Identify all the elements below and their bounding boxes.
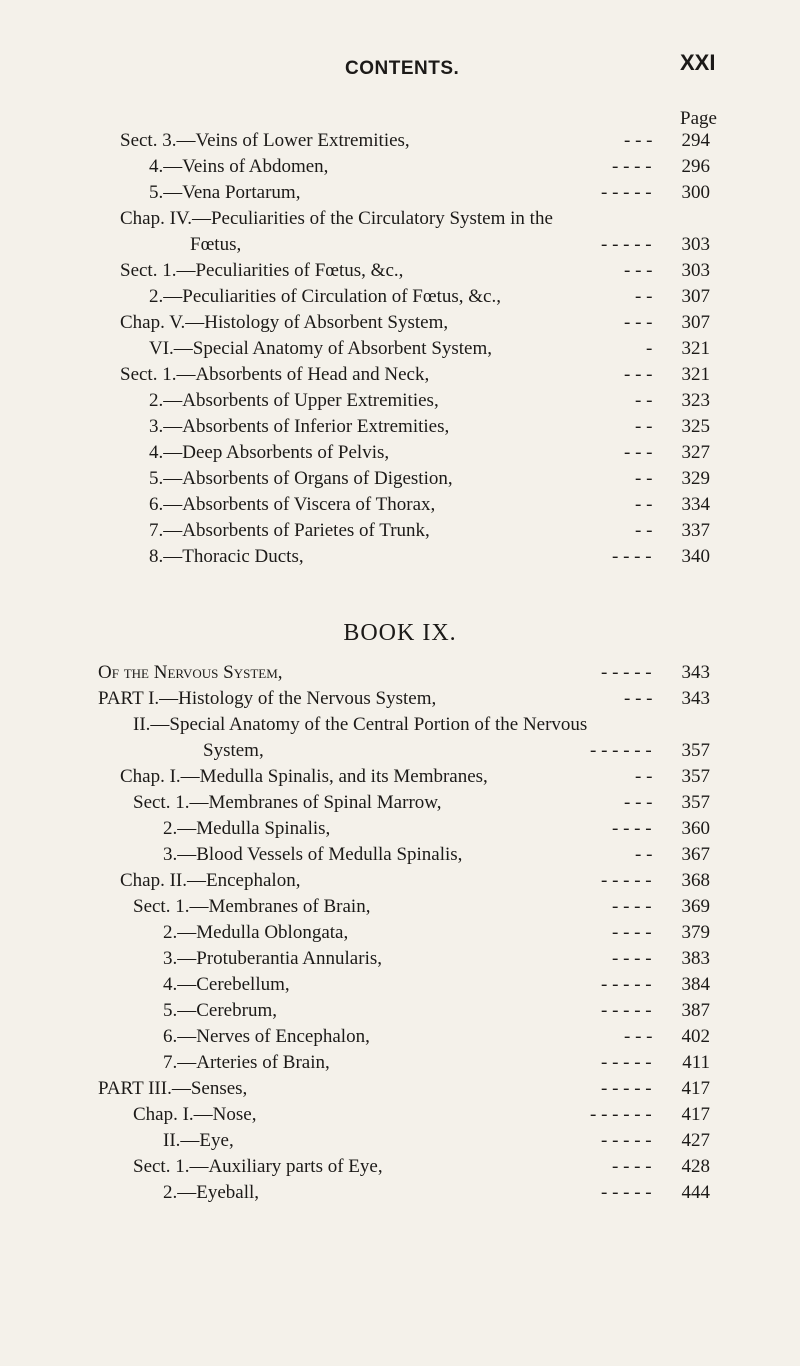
toc-entry-leader: - - - - -	[601, 974, 652, 995]
toc-entry-leader: - - - - -	[601, 662, 652, 683]
toc-entry-page: 427	[681, 1130, 710, 1151]
toc-entry-page: 367	[681, 844, 710, 865]
toc-entry-title: Of the Nervous System,	[98, 662, 283, 683]
toc-entry-page: 340	[681, 546, 710, 567]
toc-entry-title: 2.—Peculiarities of Circulation of Fœtus, &c.,	[149, 286, 501, 307]
toc-entry	[0, 232, 800, 258]
toc-entry	[0, 1050, 800, 1076]
toc-entry-leader: - -	[635, 416, 653, 437]
toc-entry	[0, 1076, 800, 1102]
toc-entry	[0, 1102, 800, 1128]
toc-entry-leader: - - -	[624, 442, 653, 463]
toc-entry-leader: - - - -	[612, 1156, 652, 1177]
toc-entry-leader: - -	[635, 766, 653, 787]
toc-entry-title: 4.—Deep Absorbents of Pelvis,	[149, 442, 390, 463]
toc-entry	[0, 258, 800, 284]
toc-entry-page: 343	[681, 688, 710, 709]
toc-entry	[0, 180, 800, 206]
toc-entry	[0, 1180, 800, 1206]
toc-entry	[0, 946, 800, 972]
toc-entry-leader: - - - -	[612, 546, 652, 567]
toc-entry-title: Sect. 3.—Veins of Lower Extremities,	[120, 130, 410, 151]
toc-entry	[0, 154, 800, 180]
toc-entry-title: 2.—Medulla Oblongata,	[163, 922, 349, 943]
toc-entry-title: II.—Eye,	[163, 1130, 234, 1151]
toc-entry-title: 3.—Absorbents of Inferior Extremities,	[149, 416, 450, 437]
toc-entry-title: Chap. IV.—Peculiarities of the Circulatory System in the	[120, 208, 553, 229]
toc-entry	[0, 998, 800, 1024]
toc-entry-title: 6.—Nerves of Encephalon,	[163, 1026, 370, 1047]
toc-entry-title: Sect. 1.—Peculiarities of Fœtus, &c.,	[120, 260, 404, 281]
toc-entry-page: 323	[681, 390, 710, 411]
toc-entry	[0, 336, 800, 362]
toc-entry	[0, 1128, 800, 1154]
toc-entry-title: VI.—Special Anatomy of Absorbent System,	[149, 338, 493, 359]
toc-entry-page: 300	[681, 182, 710, 203]
toc-entry-leader: - - - - - -	[590, 740, 652, 761]
toc-entry-leader: -	[646, 338, 653, 359]
toc-entry-leader: - - -	[624, 312, 653, 333]
toc-entry-title: 5.—Vena Portarum,	[149, 182, 301, 203]
toc-entry-leader: - -	[635, 844, 653, 865]
toc-entry-page: 428	[681, 1156, 710, 1177]
toc-entry-page: 325	[681, 416, 710, 437]
toc-entry-leader: - - -	[624, 130, 653, 151]
toc-entry-title: 8.—Thoracic Ducts,	[149, 546, 304, 567]
toc-entry-page: 387	[681, 1000, 710, 1021]
toc-entry	[0, 128, 800, 154]
toc-entry-page: 368	[681, 870, 710, 891]
toc-entry-page: 369	[681, 896, 710, 917]
toc-entry-page: 417	[681, 1104, 710, 1125]
toc-entry-page: 327	[681, 442, 710, 463]
toc-entry	[0, 764, 800, 790]
toc-entry-page: 296	[681, 156, 710, 177]
toc-entry-leader: - - - - - -	[590, 1104, 652, 1125]
toc-entry-title: 7.—Arteries of Brain,	[163, 1052, 330, 1073]
toc-entry-leader: - - -	[624, 364, 653, 385]
toc-entry-title: 2.—Absorbents of Upper Extremities,	[149, 390, 439, 411]
toc-entry	[0, 492, 800, 518]
toc-entry-page: 411	[682, 1052, 710, 1073]
toc-entry	[0, 310, 800, 336]
toc-entry	[0, 686, 800, 712]
toc-entry-page: 307	[681, 312, 710, 333]
toc-entry-title: 2.—Medulla Spinalis,	[163, 818, 331, 839]
toc-entry-page: 294	[681, 130, 710, 151]
toc-entry-title: Sect. 1.—Membranes of Spinal Marrow,	[133, 792, 442, 813]
toc-entry-page: 334	[681, 494, 710, 515]
toc-entry-title: Sect. 1.—Absorbents of Head and Neck,	[120, 364, 430, 385]
toc-entry-page: 303	[681, 260, 710, 281]
toc-entry	[0, 868, 800, 894]
toc-entry-title: 5.—Absorbents of Organs of Digestion,	[149, 468, 453, 489]
toc-entry-page: 329	[681, 468, 710, 489]
toc-entry-leader: - - -	[624, 260, 653, 281]
toc-entry-title: 3.—Blood Vessels of Medulla Spinalis,	[163, 844, 463, 865]
toc-entry-title: Chap. II.—Encephalon,	[120, 870, 301, 891]
toc-entry-leader: - -	[635, 286, 653, 307]
toc-entry-title: II.—Special Anatomy of the Central Portion of the Nervous	[133, 714, 588, 735]
toc-entry	[0, 1024, 800, 1050]
toc-entry-page: 357	[681, 792, 710, 813]
toc-entry-page: 307	[681, 286, 710, 307]
toc-entry-page: 337	[681, 520, 710, 541]
toc-entry-title: PART III.—Senses,	[98, 1078, 248, 1099]
page-column-label: Page	[680, 108, 717, 129]
toc-entry	[0, 972, 800, 998]
toc-entry-title: Sect. 1.—Membranes of Brain,	[133, 896, 371, 917]
toc-entry	[0, 362, 800, 388]
toc-entry	[0, 738, 800, 764]
toc-entry	[0, 660, 800, 686]
toc-entry-leader: - - - - -	[601, 1000, 652, 1021]
toc-entry-page: 357	[681, 740, 710, 761]
toc-entry-page: 303	[681, 234, 710, 255]
toc-entry-title: Chap. I.—Nose,	[133, 1104, 257, 1125]
toc-entry	[0, 284, 800, 310]
toc-entry-leader: - - - -	[612, 922, 652, 943]
toc-entry-page: 357	[681, 766, 710, 787]
toc-entry-leader: - -	[635, 494, 653, 515]
toc-entry	[0, 1154, 800, 1180]
toc-entry-page: 383	[681, 948, 710, 969]
toc-entry	[0, 388, 800, 414]
toc-entry-page: 444	[681, 1182, 710, 1203]
toc-entry-title: 4.—Veins of Abdomen,	[149, 156, 329, 177]
toc-entry-leader: - - - - -	[601, 1130, 652, 1151]
toc-entry-leader: - - - - -	[601, 234, 652, 255]
toc-entry-leader: - - - -	[612, 948, 652, 969]
toc-entry-page: 402	[681, 1026, 710, 1047]
toc-entry	[0, 414, 800, 440]
toc-entry-page: 360	[681, 818, 710, 839]
toc-entry-page: 321	[681, 364, 710, 385]
toc-entry-title: 7.—Absorbents of Parietes of Trunk,	[149, 520, 430, 541]
toc-entry	[0, 466, 800, 492]
toc-entry-leader: - - - - -	[601, 182, 652, 203]
toc-entry	[0, 894, 800, 920]
page-number: XXI	[680, 50, 716, 75]
toc-entry-title: 2.—Eyeball,	[163, 1182, 260, 1203]
toc-entry	[0, 712, 800, 738]
toc-entry-leader: - - - -	[612, 818, 652, 839]
toc-entry-page: 384	[681, 974, 710, 995]
toc-entry-leader: - - - - -	[601, 1182, 652, 1203]
toc-entry-leader: - - - -	[612, 156, 652, 177]
running-head: CONTENTS.	[345, 58, 460, 79]
toc-entry	[0, 842, 800, 868]
toc-entry	[0, 920, 800, 946]
toc-entry-title: 6.—Absorbents of Viscera of Thorax,	[149, 494, 436, 515]
toc-entry	[0, 544, 800, 570]
contents-list-nervous-system	[0, 660, 800, 1206]
toc-entry-title: Fœtus,	[190, 234, 242, 255]
toc-entry-title: 3.—Protuberantia Annularis,	[163, 948, 382, 969]
toc-entry-leader: - - - - -	[601, 870, 652, 891]
toc-entry-title: Chap. I.—Medulla Spinalis, and its Membranes,	[120, 766, 488, 787]
toc-entry	[0, 206, 800, 232]
toc-entry-title: Sect. 1.—Auxiliary parts of Eye,	[133, 1156, 383, 1177]
toc-entry	[0, 790, 800, 816]
toc-entry-page: 379	[681, 922, 710, 943]
toc-entry	[0, 518, 800, 544]
toc-entry-title: 5.—Cerebrum,	[163, 1000, 277, 1021]
contents-list-anatomy	[0, 128, 800, 570]
toc-entry-title: 4.—Cerebellum,	[163, 974, 290, 995]
toc-entry-leader: - - -	[624, 688, 653, 709]
book-title: BOOK IX.	[343, 620, 457, 646]
toc-entry-title: Chap. V.—Histology of Absorbent System,	[120, 312, 449, 333]
toc-entry-leader: - - - - -	[601, 1052, 652, 1073]
toc-entry-page: 417	[681, 1078, 710, 1099]
toc-entry-leader: - - -	[624, 1026, 653, 1047]
toc-entry-leader: - -	[635, 390, 653, 411]
toc-entry-page: 343	[681, 662, 710, 683]
toc-entry-leader: - -	[635, 520, 653, 541]
toc-entry-leader: - -	[635, 468, 653, 489]
toc-entry-title: System,	[203, 740, 264, 761]
toc-entry	[0, 440, 800, 466]
toc-entry-leader: - - - -	[612, 896, 652, 917]
toc-entry-title: PART I.—Histology of the Nervous System,	[98, 688, 437, 709]
toc-entry-leader: - - - - -	[601, 1078, 652, 1099]
page-header	[0, 50, 800, 88]
toc-entry-leader: - - -	[624, 792, 653, 813]
toc-entry	[0, 816, 800, 842]
toc-entry-page: 321	[681, 338, 710, 359]
